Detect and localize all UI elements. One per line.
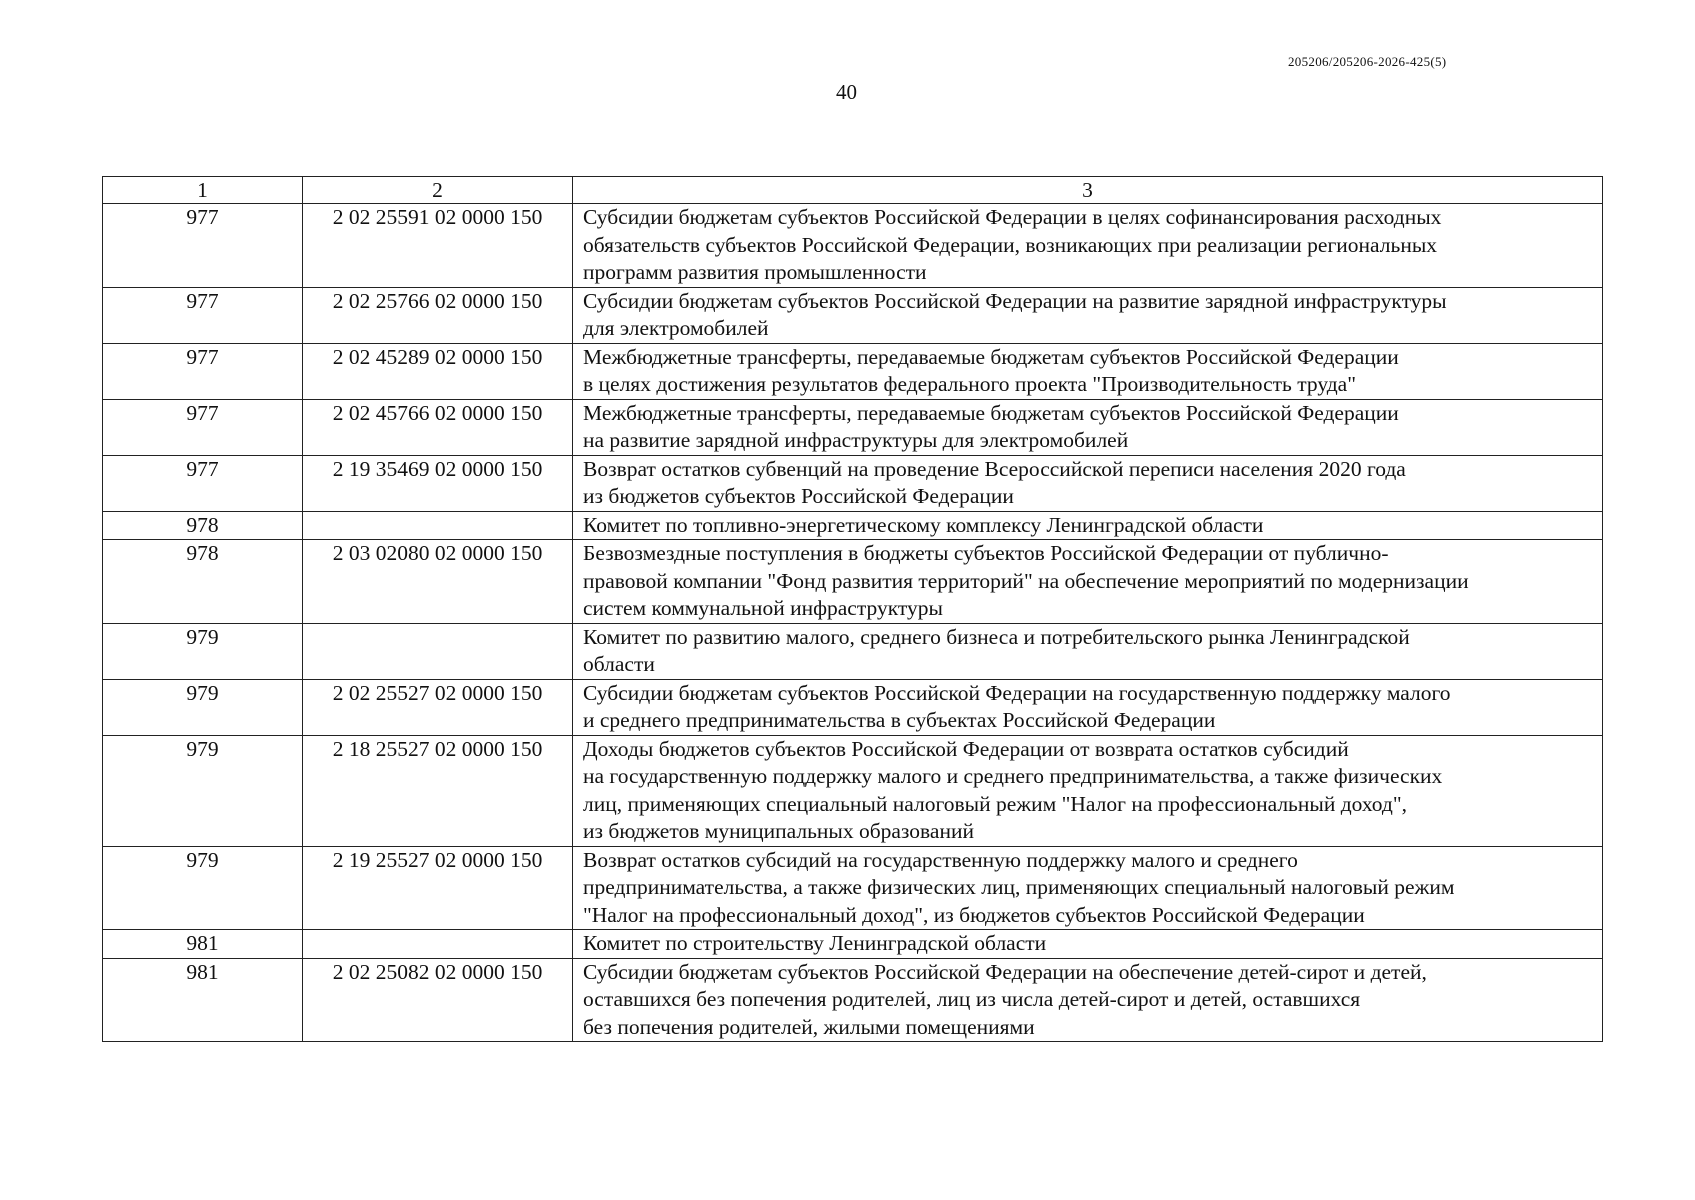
revenue-code-cell: 2 02 25082 02 0000 150 bbox=[303, 958, 573, 1042]
revenue-code-cell: 2 02 45289 02 0000 150 bbox=[303, 343, 573, 399]
budget-codes-table bbox=[102, 176, 1603, 1042]
revenue-name-line: на развитие зарядной инфраструктуры для электромобилей bbox=[583, 428, 1129, 452]
revenue-name-line: в целях достижения результатов федерального проекта "Производительность труда" bbox=[583, 372, 1356, 396]
table-row bbox=[103, 287, 1603, 343]
admin-code-cell: 979 bbox=[103, 846, 303, 930]
revenue-name-line: предпринимательства, а также физических лиц, применяющих специальный налоговый режим bbox=[583, 875, 1455, 899]
table-row bbox=[103, 455, 1603, 511]
revenue-name-cell bbox=[573, 287, 1603, 343]
admin-code-cell: 981 bbox=[103, 958, 303, 1042]
revenue-name-line: Субсидии бюджетам субъектов Российской Федерации на государственную поддержку малого bbox=[583, 680, 1451, 705]
revenue-name-line: систем коммунальной инфраструктуры bbox=[583, 596, 943, 620]
table-row bbox=[103, 623, 1603, 679]
admin-code-cell: 977 bbox=[103, 287, 303, 343]
revenue-name-line: обязательств субъектов Российской Федерации, возникающих при реализации региональных bbox=[583, 232, 1438, 257]
table-row bbox=[103, 540, 1603, 624]
revenue-name-line: Субсидии бюджетам субъектов Российской Федерации на развитие зарядной инфраструктуры bbox=[583, 288, 1447, 313]
revenue-name-line: области bbox=[583, 652, 655, 676]
admin-code-cell: 977 bbox=[103, 343, 303, 399]
revenue-name-line: Субсидии бюджетам субъектов Российской Федерации в целях софинансирования расходных bbox=[583, 205, 1442, 229]
admin-code-cell: 977 bbox=[103, 455, 303, 511]
revenue-name-cell bbox=[573, 455, 1603, 511]
admin-code-cell: 979 bbox=[103, 623, 303, 679]
admin-code-cell: 981 bbox=[103, 930, 303, 959]
revenue-name-line: на государственную поддержку малого и среднего предпринимательства, а также физических bbox=[583, 764, 1443, 788]
table-header-row bbox=[103, 177, 1603, 204]
revenue-name-cell bbox=[573, 623, 1603, 679]
table-body bbox=[103, 204, 1603, 1042]
revenue-code-cell: 2 02 25527 02 0000 150 bbox=[303, 679, 573, 735]
revenue-name-line: Безвозмездные поступления в бюджеты субъектов Российской Федерации от публично- bbox=[583, 541, 1389, 565]
revenue-code-cell: 2 02 45766 02 0000 150 bbox=[303, 399, 573, 455]
table-row bbox=[103, 399, 1603, 455]
revenue-code-cell: 2 02 25591 02 0000 150 bbox=[303, 204, 573, 288]
revenue-name-line: Возврат остатков субсидий на государственную поддержку малого и среднего bbox=[583, 847, 1298, 872]
revenue-name-line: "Налог на профессиональный доход", из бюджетов субъектов Российской Федерации bbox=[583, 902, 1365, 927]
revenue-code-cell: 2 03 02080 02 0000 150 bbox=[303, 540, 573, 624]
table-row bbox=[103, 343, 1603, 399]
revenue-code-cell bbox=[303, 623, 573, 679]
revenue-name-cell bbox=[573, 735, 1603, 846]
table-row bbox=[103, 846, 1603, 930]
revenue-name-line: Межбюджетные трансферты, передаваемые бюджетам субъектов Российской Федерации bbox=[583, 400, 1399, 425]
admin-code-cell: 977 bbox=[103, 204, 303, 288]
table-row bbox=[103, 511, 1603, 540]
document-code: 205206/205206-2026-425(5) bbox=[1288, 54, 1447, 69]
revenue-name-line: из бюджетов муниципальных образований bbox=[583, 819, 974, 843]
revenue-code-cell bbox=[303, 511, 573, 540]
revenue-name-cell bbox=[573, 399, 1603, 455]
revenue-code-cell: 2 02 25766 02 0000 150 bbox=[303, 287, 573, 343]
admin-code-cell: 979 bbox=[103, 735, 303, 846]
revenue-name-line: Межбюджетные трансферты, передаваемые бюджетам субъектов Российской Федерации bbox=[583, 344, 1399, 369]
table-row bbox=[103, 679, 1603, 735]
table-row bbox=[103, 204, 1603, 288]
revenue-name-line: правовой компании "Фонд развития территорий" на обеспечение мероприятий по модернизации bbox=[583, 568, 1469, 593]
revenue-name-line: для электромобилей bbox=[583, 316, 769, 340]
revenue-name-line: программ развития промышленности bbox=[583, 260, 927, 284]
revenue-name-line: Комитет по развитию малого, среднего бизнеса и потребительского рынка Ленинградской bbox=[583, 624, 1410, 649]
revenue-name-cell bbox=[573, 511, 1603, 540]
revenue-name-line: лиц, применяющих специальный налоговый режим "Налог на профессиональный доход", bbox=[583, 791, 1408, 816]
column-header-2: 2 bbox=[303, 177, 573, 204]
table-row bbox=[103, 930, 1603, 959]
revenue-code-cell: 2 19 35469 02 0000 150 bbox=[303, 455, 573, 511]
revenue-name-cell bbox=[573, 204, 1603, 288]
revenue-name-line: Возврат остатков субвенций на проведение Всероссийской переписи населения 2020 года bbox=[583, 456, 1406, 481]
admin-code-cell: 979 bbox=[103, 679, 303, 735]
revenue-code-cell: 2 18 25527 02 0000 150 bbox=[303, 735, 573, 846]
revenue-code-cell bbox=[303, 930, 573, 959]
table-row bbox=[103, 735, 1603, 846]
table-row bbox=[103, 958, 1603, 1042]
revenue-name-line: оставшихся без попечения родителей, лиц из числа детей-сирот и детей, оставшихся bbox=[583, 987, 1361, 1011]
revenue-name-cell bbox=[573, 930, 1603, 959]
revenue-name-line: из бюджетов субъектов Российской Федерации bbox=[583, 484, 1014, 508]
revenue-name-cell bbox=[573, 343, 1603, 399]
revenue-name-line: Комитет по строительству Ленинградской области bbox=[583, 931, 1047, 955]
revenue-code-cell: 2 19 25527 02 0000 150 bbox=[303, 846, 573, 930]
revenue-name-line: Комитет по топливно-энергетическому комплексу Ленинградской области bbox=[583, 512, 1264, 537]
revenue-name-cell bbox=[573, 540, 1603, 624]
column-header-3: 3 bbox=[573, 177, 1603, 204]
revenue-name-cell bbox=[573, 679, 1603, 735]
admin-code-cell: 977 bbox=[103, 399, 303, 455]
revenue-name-line: Доходы бюджетов субъектов Российской Федерации от возврата остатков субсидий bbox=[583, 736, 1349, 761]
revenue-name-line: и среднего предпринимательства в субъектах Российской Федерации bbox=[583, 708, 1216, 732]
revenue-name-line: без попечения родителей, жилыми помещениями bbox=[583, 1014, 1035, 1039]
page-number: 40 bbox=[836, 80, 857, 104]
column-header-1: 1 bbox=[103, 177, 303, 204]
revenue-name-line: Субсидии бюджетам субъектов Российской Федерации на обеспечение детей-сирот и детей, bbox=[583, 959, 1427, 984]
admin-code-cell: 978 bbox=[103, 540, 303, 624]
revenue-name-cell bbox=[573, 958, 1603, 1042]
admin-code-cell: 978 bbox=[103, 511, 303, 540]
revenue-name-cell bbox=[573, 846, 1603, 930]
